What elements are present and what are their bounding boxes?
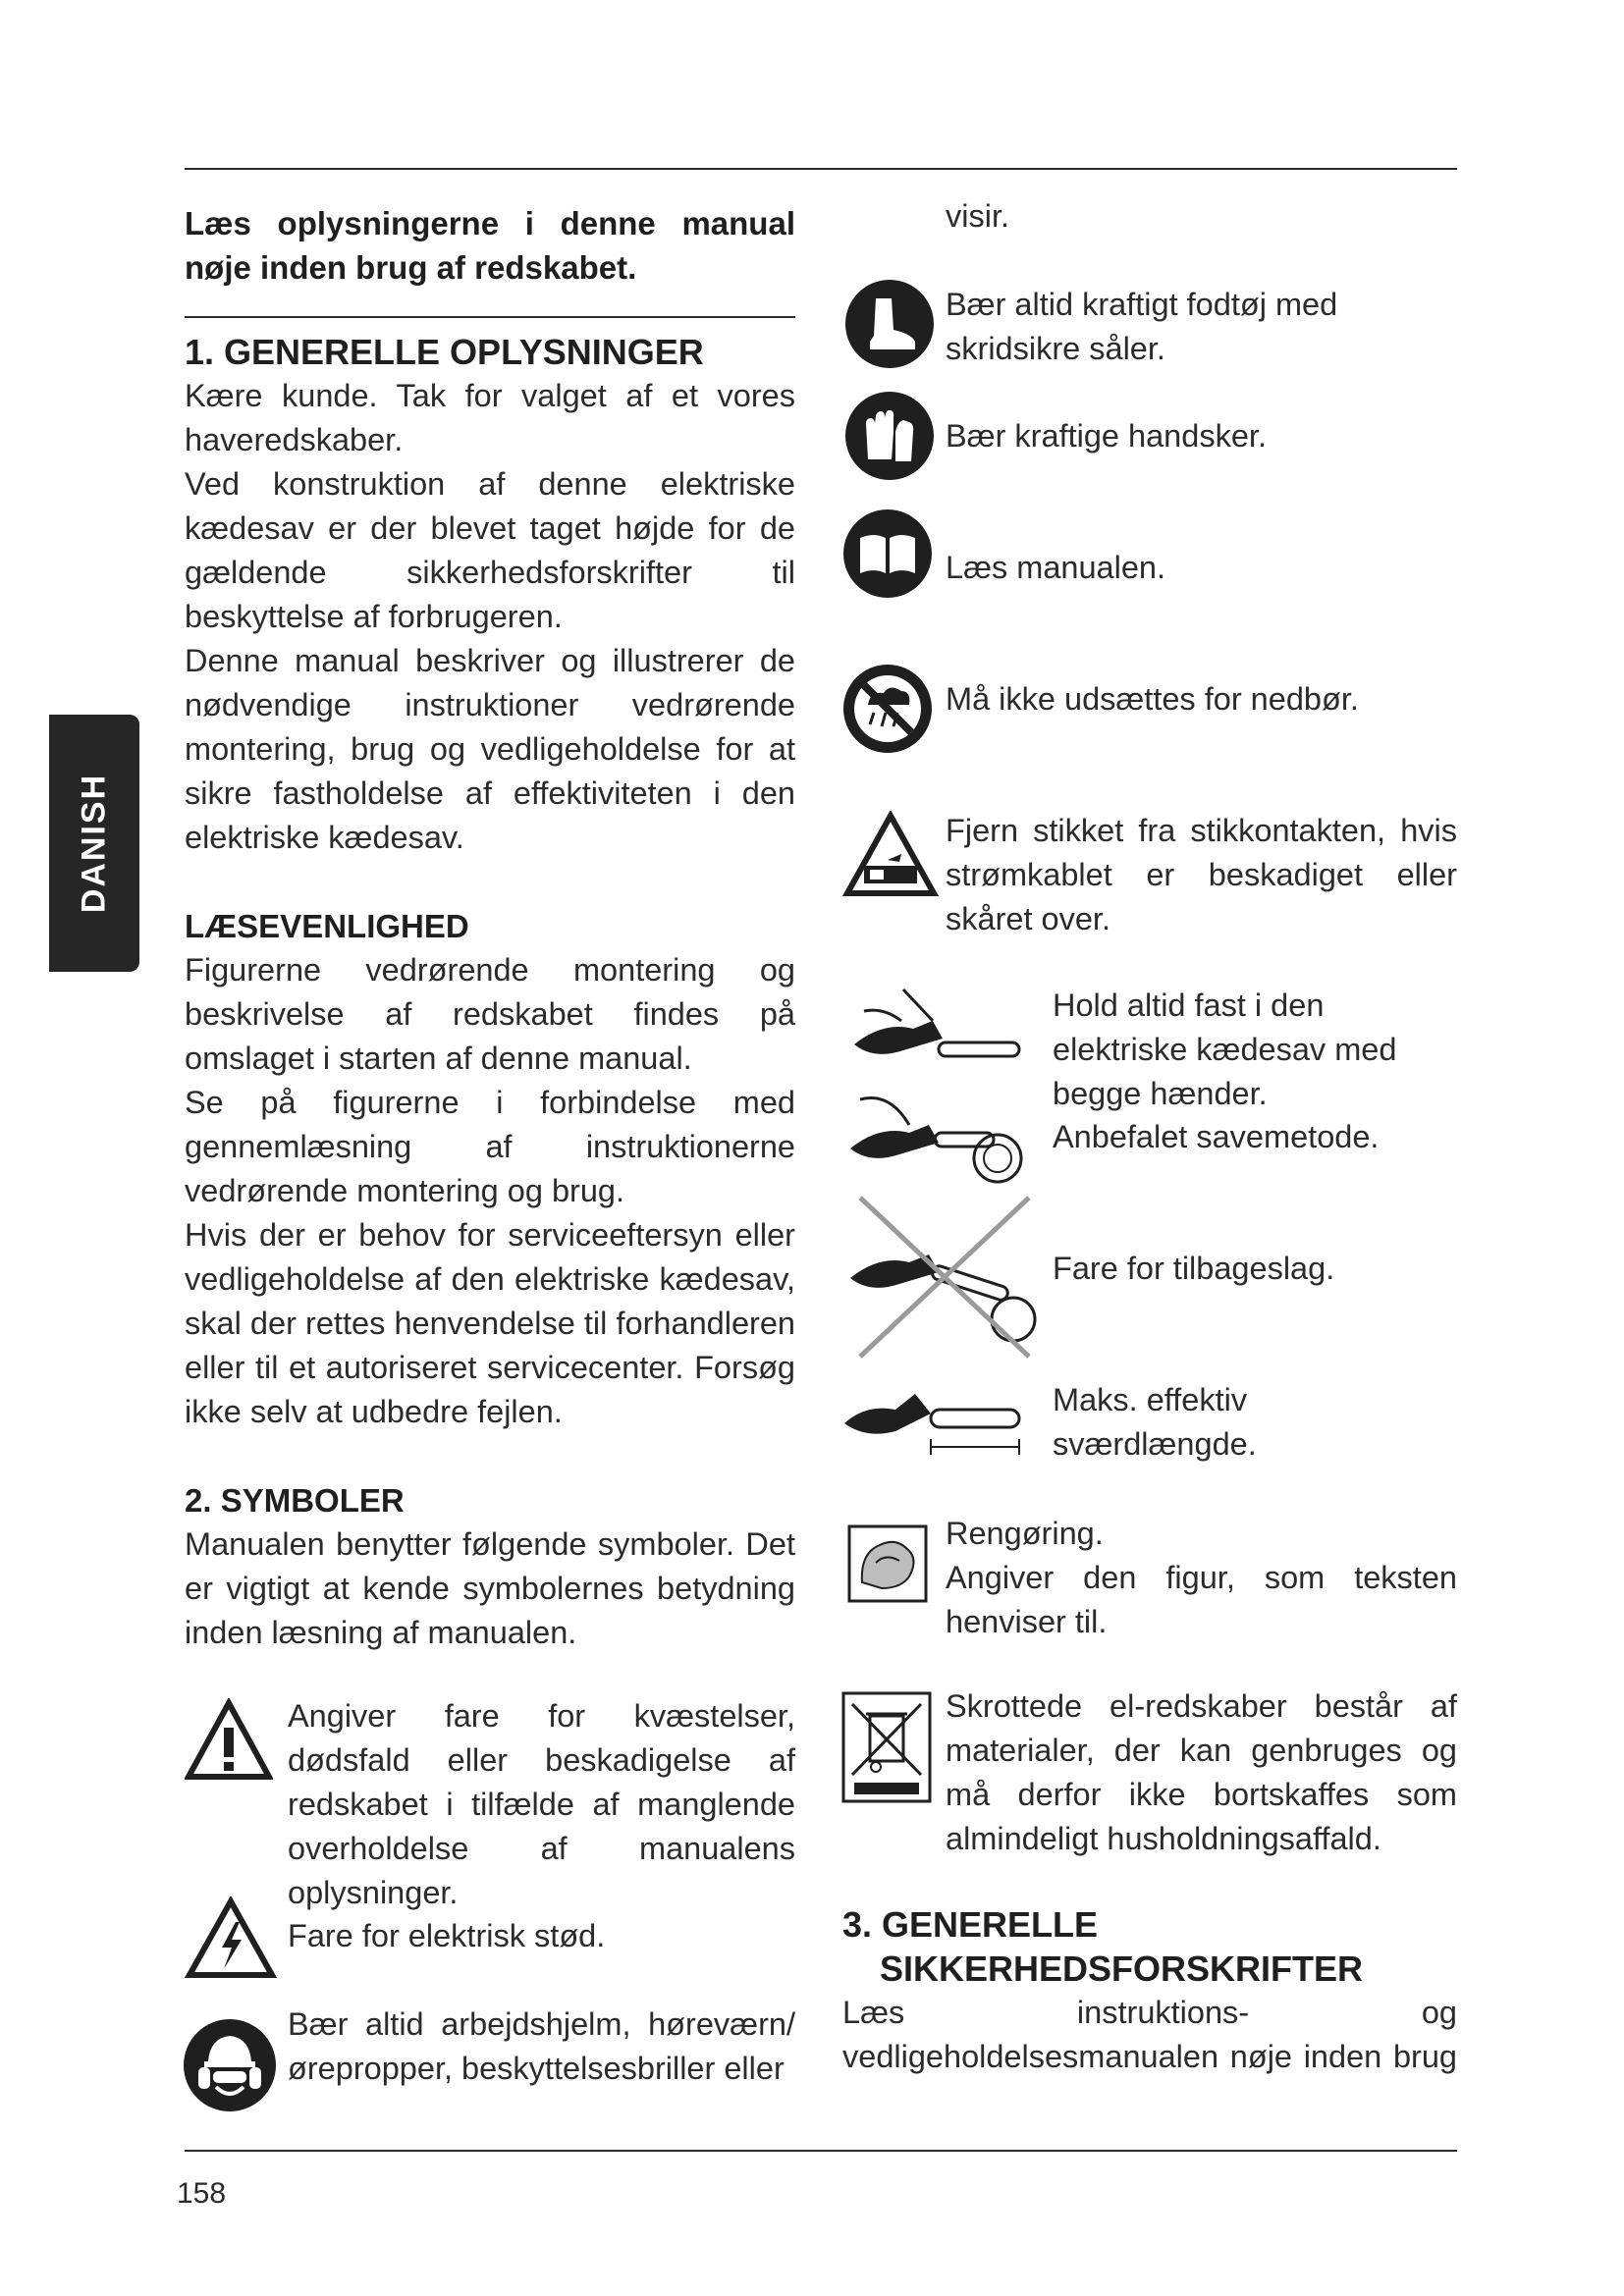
- intro-rule: [185, 316, 795, 318]
- helmet-continuation-text: visir.: [946, 198, 1009, 234]
- cleaning-symbol-title: Rengøring.: [946, 1516, 1104, 1551]
- electric-shock-icon: [185, 1896, 277, 1986]
- weee-bin-icon: [840, 1690, 933, 1809]
- left-column: [185, 201, 795, 290]
- electric-symbol-text: [288, 1914, 795, 1958]
- section2-title: 2. SYMBOLER: [185, 1482, 405, 1519]
- kickback-symbol-description: Fare for tilbageslag.: [1053, 1251, 1335, 1286]
- left-column-body: [185, 330, 795, 1655]
- kickback-danger-icon: [840, 1190, 1037, 1371]
- cleaning-symbol-text: [946, 1512, 1457, 1644]
- section2-paragraph-1: Manualen benytter følgende symboler. Det er vigtigt at kende symbolernes betydning inden læsning af manualen.: [185, 1526, 795, 1650]
- safety-boots-icon: [842, 277, 937, 376]
- no-rain-icon: [840, 662, 935, 761]
- readability-paragraph-1: Figurerne vedrørende montering og beskrivelse af redskabet findes på omslaget i starten af denne manual.: [185, 952, 795, 1076]
- readability-paragraph-3: Hvis der er behov for serviceeftersyn eller vedligeholdelse af den elektriske kædesav, skal der rettes henvendelse til forhandleren eller til et autoriseret servicecenter. Forsøg ikke selv at udbedre fejlen.: [185, 1217, 795, 1429]
- kickback-symbol-text: [1053, 1247, 1457, 1291]
- manual-symbol-description: Læs manualen.: [946, 550, 1166, 585]
- weee-symbol-description: Skrottede el-redskaber består af materialer, der kan genbruges og må derfor ikke bortskaffes som almindeligt husholdningsaffald.: [946, 1688, 1457, 1856]
- readability-title: LÆSEVENLIGHED: [185, 908, 469, 944]
- section3-number: 3. GENERELLE: [842, 1904, 1099, 1945]
- rain-symbol-description: Må ikke udsættes for nedbør.: [946, 681, 1359, 717]
- bar-symbol-text: [1053, 1378, 1457, 1467]
- method-symbol-text: [1053, 1115, 1457, 1159]
- section1-paragraph-2: Ved konstruktion af denne elektriske kædesav er der blevet taget højde for de gældende sikkerhedsforskrifter til beskyttelse af forbrugeren.: [185, 466, 795, 634]
- warning-triangle-icon: [185, 1698, 273, 1786]
- cutting-method-icon: [840, 1080, 1023, 1193]
- readability-paragraph-2: Se på figurerne i forbindelse med gennemlæsning af instruktionerne vedrørende montering og brug.: [185, 1085, 795, 1208]
- gloves-icon: [842, 389, 937, 488]
- language-tab-label: DANISH: [75, 773, 113, 914]
- method-symbol-description: Anbefalet savemetode.: [1053, 1119, 1380, 1154]
- rain-symbol-text: [946, 677, 1457, 721]
- helmet-continuation: [946, 194, 1457, 239]
- read-manual-icon: [840, 507, 935, 606]
- boots-symbol-text: [946, 283, 1457, 371]
- section3-paragraph-1: Læs instruktions- og vedligeholdelsesmanualen nøje inden brug: [842, 1995, 1457, 2074]
- language-tab: [49, 715, 139, 972]
- intro-text: Læs oplysningerne i denne manual nøje inden brug af redskabet.: [185, 205, 795, 286]
- boots-symbol-description: Bær altid kraftigt fodtøj med skridsikre såler.: [946, 287, 1338, 366]
- plug-symbol-description: Fjern stikket fra stikkontakten, hvis strømkablet er beskadiget eller skåret over.: [946, 813, 1457, 936]
- electric-symbol-description: Fare for elektrisk stød.: [288, 1918, 606, 1953]
- cleaning-symbol-description: Angiver den figur, som teksten henviser til.: [946, 1560, 1457, 1639]
- helmet-earmuffs-goggles-icon: [181, 2016, 279, 2119]
- cleaning-icon: [846, 1523, 929, 1609]
- warning-symbol-description: Angiver fare for kvæstelser, dødsfald eller beskadigelse af redskabet i tilfælde af manglende overholdelse af manualens oplysninger.: [288, 1698, 795, 1910]
- two-hand-chainsaw-icon: [844, 982, 1027, 1085]
- hold-symbol-description: Hold altid fast i den elektriske kædesav med begge hænder.: [1053, 988, 1397, 1111]
- page-number: 158: [177, 2177, 227, 2210]
- bar-symbol-description: Maks. effektiv sværdlængde.: [1053, 1382, 1257, 1462]
- warning-symbol-text: [288, 1694, 795, 1915]
- plug-symbol-text: [946, 809, 1457, 941]
- bottom-rule: [185, 2150, 1457, 2152]
- top-rule: [185, 168, 1457, 170]
- bar-length-icon: [837, 1364, 1033, 1477]
- section1-paragraph-1: Kære kunde. Tak for valget af et vores haveredskaber.: [185, 378, 795, 457]
- manual-symbol-text: [946, 546, 1457, 590]
- section3-title: SIKKERHEDSFORSKRIFTER: [880, 1949, 1364, 1989]
- section3: [842, 1902, 1457, 2079]
- weee-symbol-text: [946, 1684, 1457, 1861]
- section1-title: 1. GENERELLE OPLYSNINGER: [185, 332, 704, 372]
- unplug-warning-icon: [842, 811, 939, 904]
- helmet-symbol-text: [288, 2002, 795, 2091]
- section1-paragraph-3: Denne manual beskriver og illustrerer de nødvendige instruktioner vedrørende montering, brug og vedligeholdelse for at sikre fastholdelse af effektiviteten i den elektriske kædesav.: [185, 643, 795, 855]
- helmet-symbol-description: Bær altid arbejdshjelm, høreværn/ ørepropper, beskyttelsesbriller eller: [288, 2006, 795, 2086]
- gloves-symbol-text: [946, 414, 1457, 458]
- hold-symbol-text: [1053, 984, 1457, 1116]
- gloves-symbol-description: Bær kraftige handsker.: [946, 418, 1267, 454]
